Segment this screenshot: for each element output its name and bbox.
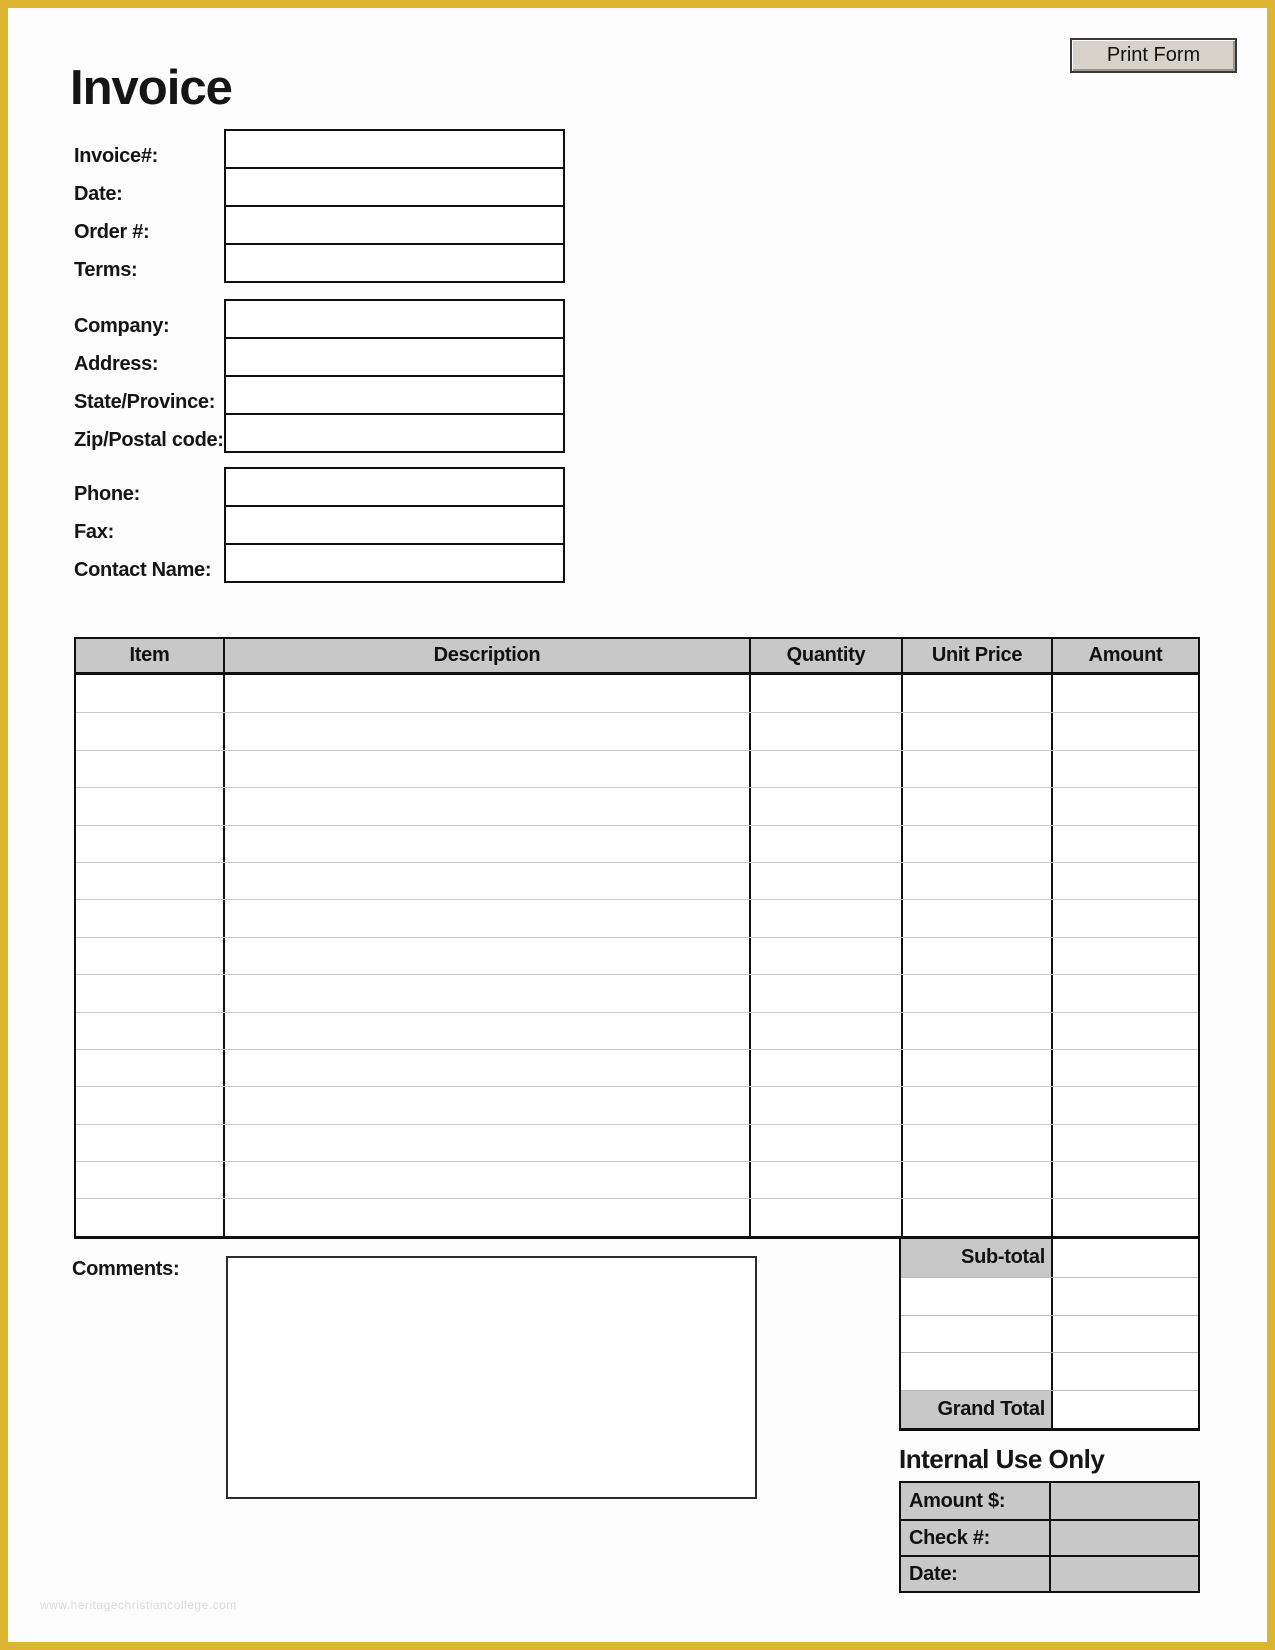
description-cell[interactable]: [223, 713, 749, 749]
watermark-text: www.heritagechristiancollege.com: [40, 1598, 237, 1612]
form-field-row: [74, 244, 565, 282]
form-field-row: [74, 130, 565, 168]
quantity-cell[interactable]: [749, 1050, 901, 1086]
description-cell[interactable]: [223, 900, 749, 936]
amount-cell[interactable]: [1051, 975, 1198, 1011]
description-cell[interactable]: [223, 788, 749, 824]
table-row: [76, 825, 1198, 862]
totals-block: [899, 1239, 1200, 1431]
totals-row: [901, 1352, 1198, 1390]
items-table-body: [76, 675, 1198, 1236]
amount-cell[interactable]: [1051, 1087, 1198, 1123]
column-header-description: Description: [223, 639, 749, 672]
unit-price-cell[interactable]: [901, 1162, 1051, 1198]
quantity-cell[interactable]: [749, 938, 901, 974]
totals-empty-value[interactable]: [1053, 1353, 1198, 1390]
terms-input-label: Terms:: [74, 258, 138, 281]
totals-row: [901, 1239, 1198, 1277]
quantity-cell[interactable]: [749, 1125, 901, 1161]
table-row: [76, 1049, 1198, 1086]
item-cell[interactable]: [76, 863, 223, 899]
grand-total-label: Grand Total: [901, 1391, 1053, 1428]
amount-cell[interactable]: [1051, 1162, 1198, 1198]
internal-date-input-label: Date:: [901, 1557, 1051, 1591]
item-cell[interactable]: [76, 900, 223, 936]
unit-price-cell[interactable]: [901, 938, 1051, 974]
column-header-item: Item: [129, 644, 170, 666]
item-cell[interactable]: [76, 1087, 223, 1123]
table-row: [76, 1012, 1198, 1049]
address-input-label: Address:: [74, 352, 159, 375]
amount-cell[interactable]: [1051, 675, 1198, 712]
amount-input-label: Amount $:: [901, 1483, 1051, 1519]
page-title: Invoice: [70, 61, 232, 115]
form-field-row: [74, 468, 565, 506]
item-cell[interactable]: [76, 1013, 223, 1049]
item-cell[interactable]: [76, 975, 223, 1011]
amount-cell[interactable]: [1051, 788, 1198, 824]
description-cell[interactable]: [223, 826, 749, 862]
state-province-input[interactable]: [224, 375, 565, 415]
grand-total-value[interactable]: [1053, 1391, 1198, 1428]
table-row: [76, 862, 1198, 899]
amount-cell[interactable]: [1051, 1050, 1198, 1086]
company-input-label: Company:: [74, 314, 170, 337]
quantity-cell[interactable]: [749, 1162, 901, 1198]
quantity-cell[interactable]: [749, 1087, 901, 1123]
internal-use-table: [899, 1481, 1200, 1593]
totals-row: [901, 1277, 1198, 1315]
form-field-row: [74, 376, 565, 414]
description-cell[interactable]: [223, 975, 749, 1011]
quantity-cell[interactable]: [749, 788, 901, 824]
table-row: [76, 1161, 1198, 1198]
quantity-cell[interactable]: [749, 713, 901, 749]
item-cell[interactable]: [76, 675, 223, 712]
sub-total-label: Sub-total: [901, 1239, 1053, 1277]
amount-cell[interactable]: [1051, 863, 1198, 899]
totals-empty-label: [901, 1353, 1053, 1390]
form-field-row: [74, 506, 565, 544]
unit-price-cell[interactable]: [901, 1125, 1051, 1161]
internal-use-row: [901, 1555, 1198, 1591]
quantity-cell[interactable]: [749, 675, 901, 712]
internal-date-input[interactable]: [1051, 1557, 1198, 1591]
table-row: [76, 675, 1198, 712]
item-cell[interactable]: [76, 1050, 223, 1086]
date-input-label: Date:: [74, 182, 123, 205]
unit-price-cell[interactable]: [901, 975, 1051, 1011]
item-cell[interactable]: [76, 1162, 223, 1198]
table-row: [76, 1124, 1198, 1161]
table-row: [76, 899, 1198, 936]
amount-cell[interactable]: [1051, 751, 1198, 787]
description-cell[interactable]: [223, 1162, 749, 1198]
date-input[interactable]: [224, 167, 565, 207]
quantity-cell[interactable]: [749, 863, 901, 899]
unit-price-cell[interactable]: [901, 751, 1051, 787]
check-number-input[interactable]: [1051, 1521, 1198, 1555]
phone-input-label: Phone:: [74, 482, 140, 505]
contact-name-input[interactable]: [224, 543, 565, 583]
quantity-cell[interactable]: [749, 1199, 901, 1235]
internal-use-row: [901, 1483, 1198, 1519]
item-cell[interactable]: [76, 788, 223, 824]
amount-cell[interactable]: [1051, 713, 1198, 749]
company-info-field-group: [74, 300, 565, 452]
internal-use-row: [901, 1519, 1198, 1555]
quantity-cell[interactable]: [749, 900, 901, 936]
zip-postal-code-input-label: Zip/Postal code:: [74, 428, 224, 451]
description-cell[interactable]: [223, 1013, 749, 1049]
form-field-row: [74, 414, 565, 452]
item-cell[interactable]: [76, 826, 223, 862]
unit-price-cell[interactable]: [901, 788, 1051, 824]
comments-input[interactable]: [226, 1256, 757, 1499]
item-cell[interactable]: [76, 751, 223, 787]
amount-cell[interactable]: [1051, 1125, 1198, 1161]
totals-empty-value[interactable]: [1053, 1316, 1198, 1353]
invoice-meta-field-group: [74, 130, 565, 282]
totals-row: [901, 1390, 1198, 1428]
address-input[interactable]: [224, 337, 565, 377]
table-row: [76, 937, 1198, 974]
quantity-cell[interactable]: [749, 975, 901, 1011]
invoice-number-input[interactable]: [224, 129, 565, 169]
item-cell[interactable]: [76, 938, 223, 974]
terms-input[interactable]: [224, 243, 565, 283]
unit-price-cell[interactable]: [901, 863, 1051, 899]
form-field-row: [74, 300, 565, 338]
totals-row: [901, 1315, 1198, 1353]
unit-price-cell[interactable]: [901, 1050, 1051, 1086]
print-form-button[interactable]: Print Form: [1070, 38, 1237, 73]
amount-cell[interactable]: [1051, 1013, 1198, 1049]
item-cell[interactable]: [76, 1199, 223, 1235]
description-cell[interactable]: [223, 751, 749, 787]
unit-price-cell[interactable]: [901, 1199, 1051, 1235]
table-row: [76, 1086, 1198, 1123]
table-row: [76, 750, 1198, 787]
contact-name-input-label: Contact Name:: [74, 558, 212, 581]
totals-empty-label: [901, 1278, 1053, 1315]
description-cell[interactable]: [223, 1199, 749, 1235]
unit-price-cell[interactable]: [901, 826, 1051, 862]
description-cell[interactable]: [223, 938, 749, 974]
phone-input[interactable]: [224, 467, 565, 507]
form-field-row: [74, 168, 565, 206]
description-cell[interactable]: [223, 863, 749, 899]
zip-postal-code-input[interactable]: [224, 413, 565, 453]
line-items-table: [74, 637, 1200, 1239]
state-province-input-label: State/Province:: [74, 390, 216, 413]
form-field-row: [74, 544, 565, 582]
totals-empty-label: [901, 1316, 1053, 1353]
unit-price-cell[interactable]: [901, 675, 1051, 712]
order-number-input[interactable]: [224, 205, 565, 245]
fax-input-label: Fax:: [74, 520, 114, 543]
amount-cell[interactable]: [1051, 900, 1198, 936]
internal-use-heading: Internal Use Only: [899, 1444, 1105, 1474]
order-number-input-label: Order #:: [74, 220, 150, 243]
table-row: [76, 712, 1198, 749]
items-table-header: [76, 639, 1198, 675]
amount-input[interactable]: [1051, 1483, 1198, 1519]
column-header-unit-price: Unit Price: [901, 639, 1051, 672]
unit-price-cell[interactable]: [901, 900, 1051, 936]
amount-cell[interactable]: [1051, 938, 1198, 974]
column-header-quantity: Quantity: [749, 639, 901, 672]
description-cell[interactable]: [223, 1125, 749, 1161]
totals-empty-value[interactable]: [1053, 1278, 1198, 1315]
table-row: [76, 1198, 1198, 1235]
item-cell[interactable]: [76, 713, 223, 749]
description-cell[interactable]: [223, 1050, 749, 1086]
table-row: [76, 787, 1198, 824]
column-header-amount: Amount: [1051, 639, 1198, 672]
description-cell[interactable]: [223, 675, 749, 712]
invoice-number-input-label: Invoice#:: [74, 144, 158, 167]
description-cell[interactable]: [223, 1087, 749, 1123]
form-field-row: [74, 338, 565, 376]
item-cell[interactable]: [76, 1125, 223, 1161]
amount-cell[interactable]: [1051, 826, 1198, 862]
contact-info-field-group: [74, 468, 565, 582]
quantity-cell[interactable]: [749, 826, 901, 862]
table-row: [76, 974, 1198, 1011]
amount-cell[interactable]: [1051, 1199, 1198, 1235]
check-number-input-label: Check #:: [901, 1521, 1051, 1555]
quantity-cell[interactable]: [749, 1013, 901, 1049]
unit-price-cell[interactable]: [901, 713, 1051, 749]
comments-label: Comments:: [72, 1258, 180, 1280]
sub-total-value[interactable]: [1053, 1239, 1198, 1277]
company-input[interactable]: [224, 299, 565, 339]
quantity-cell[interactable]: [749, 751, 901, 787]
form-field-row: [74, 206, 565, 244]
unit-price-cell[interactable]: [901, 1087, 1051, 1123]
fax-input[interactable]: [224, 505, 565, 545]
unit-price-cell[interactable]: [901, 1013, 1051, 1049]
